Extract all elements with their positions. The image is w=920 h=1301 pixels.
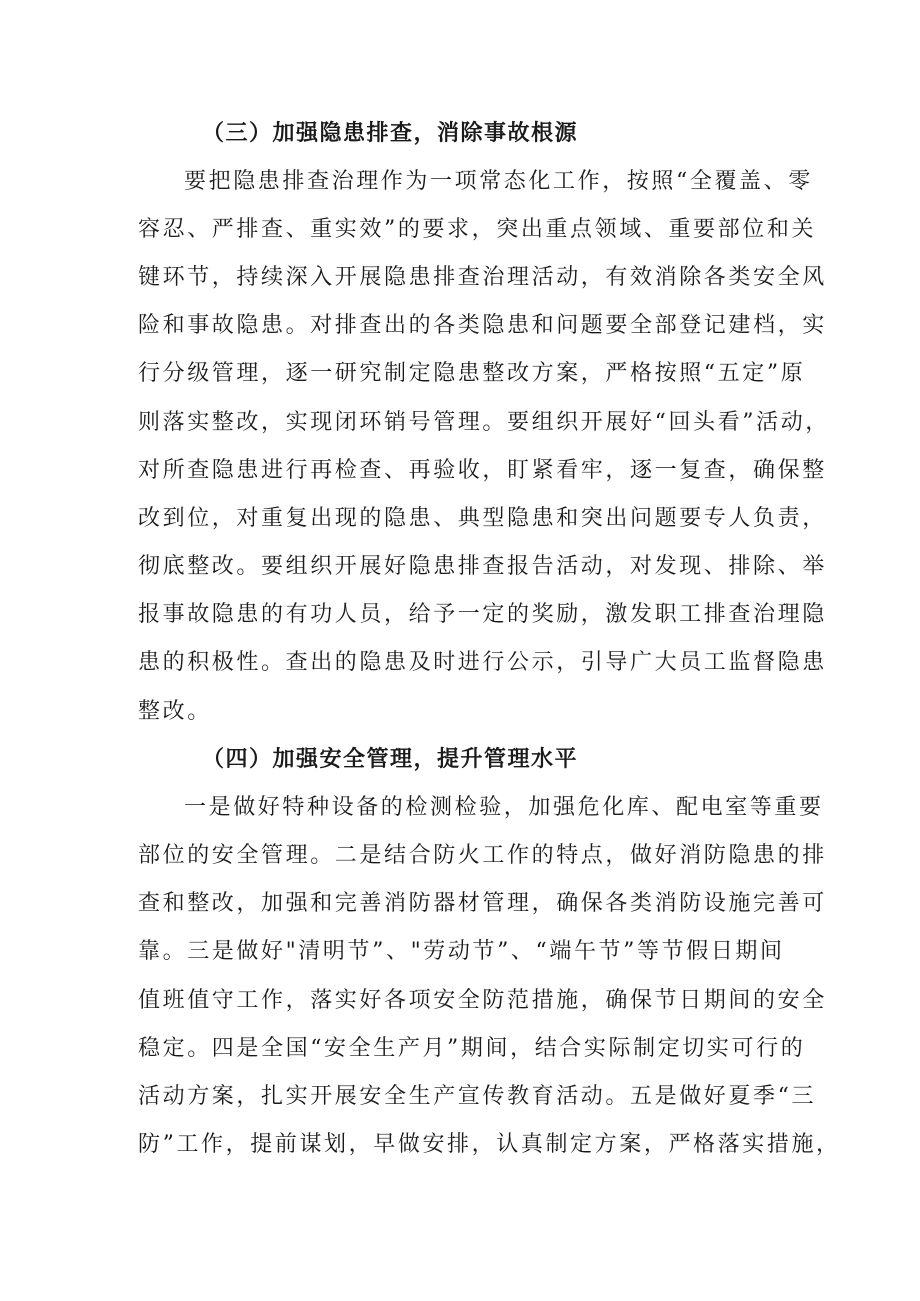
section-heading-4: （四）加强安全管理，提升管理水平 [202,746,579,772]
paragraph-line: 值班值守工作，落实好各项安全防范措施，确保节日期间的安全 [138,988,827,1013]
paragraph-line: 改到位，对重复出现的隐患、典型隐患和突出问题要专人负责， [138,506,827,531]
paragraph-line: 行分级管理，逐一研究制定隐患整改方案，严格按照“五定”原 [138,361,806,386]
paragraph-line: 对所查隐患进行再检查、再验收，盯紧看牢，逐一复查，确保整 [138,458,827,483]
paragraph-line: 彻底整改。要组织开展好隐患排查报告活动，对发现、排除、举 [138,554,827,579]
paragraph-line: 查和整改，加强和完善消防器材管理，确保各类消防设施完善可 [138,891,827,916]
paragraph-line: 防”工作，提前谋划，早做安排，认真制定方案，严格落实措施， [138,1132,841,1157]
section-heading-3: （三）加强隐患排查，消除事故根源 [202,120,579,146]
paragraph-line: 一是做好特种设备的检测检验，加强危化库、配电室等重要 [184,795,824,820]
paragraph-line: 要把隐患排查治理作为一项常态化工作，按照“全覆盖、零 [184,169,813,194]
paragraph-line: 患的积极性。查出的隐患及时进行公示，引导广大员工监督隐患 [138,650,827,675]
paragraph-line: 险和事故隐患。对排查出的各类隐患和问题要全部登记建档，实 [138,313,827,338]
paragraph-line: 靠。三是做好"清明节”、"劳动节”、“端午节”等节假日期间 [138,939,785,964]
paragraph-line: 活动方案，扎实开展安全生产宣传教育活动。五是做好夏季“三 [138,1084,817,1109]
paragraph-line: 整改。 [138,699,212,724]
paragraph-line: 则落实整改，实现闭环销号管理。要组织开展好“回头看”活动， [138,410,830,435]
paragraph-line: 键环节，持续深入开展隐患排查治理活动，有效消除各类安全风 [138,265,827,290]
paragraph-line: 部位的安全管理。二是结合防火工作的特点，做好消防隐患的排 [138,843,827,868]
paragraph-line: 报事故隐患的有功人员，给予一定的奖励，激发职工排查治理隐 [138,602,827,627]
paragraph-line: 稳定。四是全国“安全生产月”期间，结合实际制定切实可行的 [138,1036,806,1061]
paragraph-line: 容忍、严排查、重实效”的要求，突出重点领域、重要部位和关 [138,217,817,242]
